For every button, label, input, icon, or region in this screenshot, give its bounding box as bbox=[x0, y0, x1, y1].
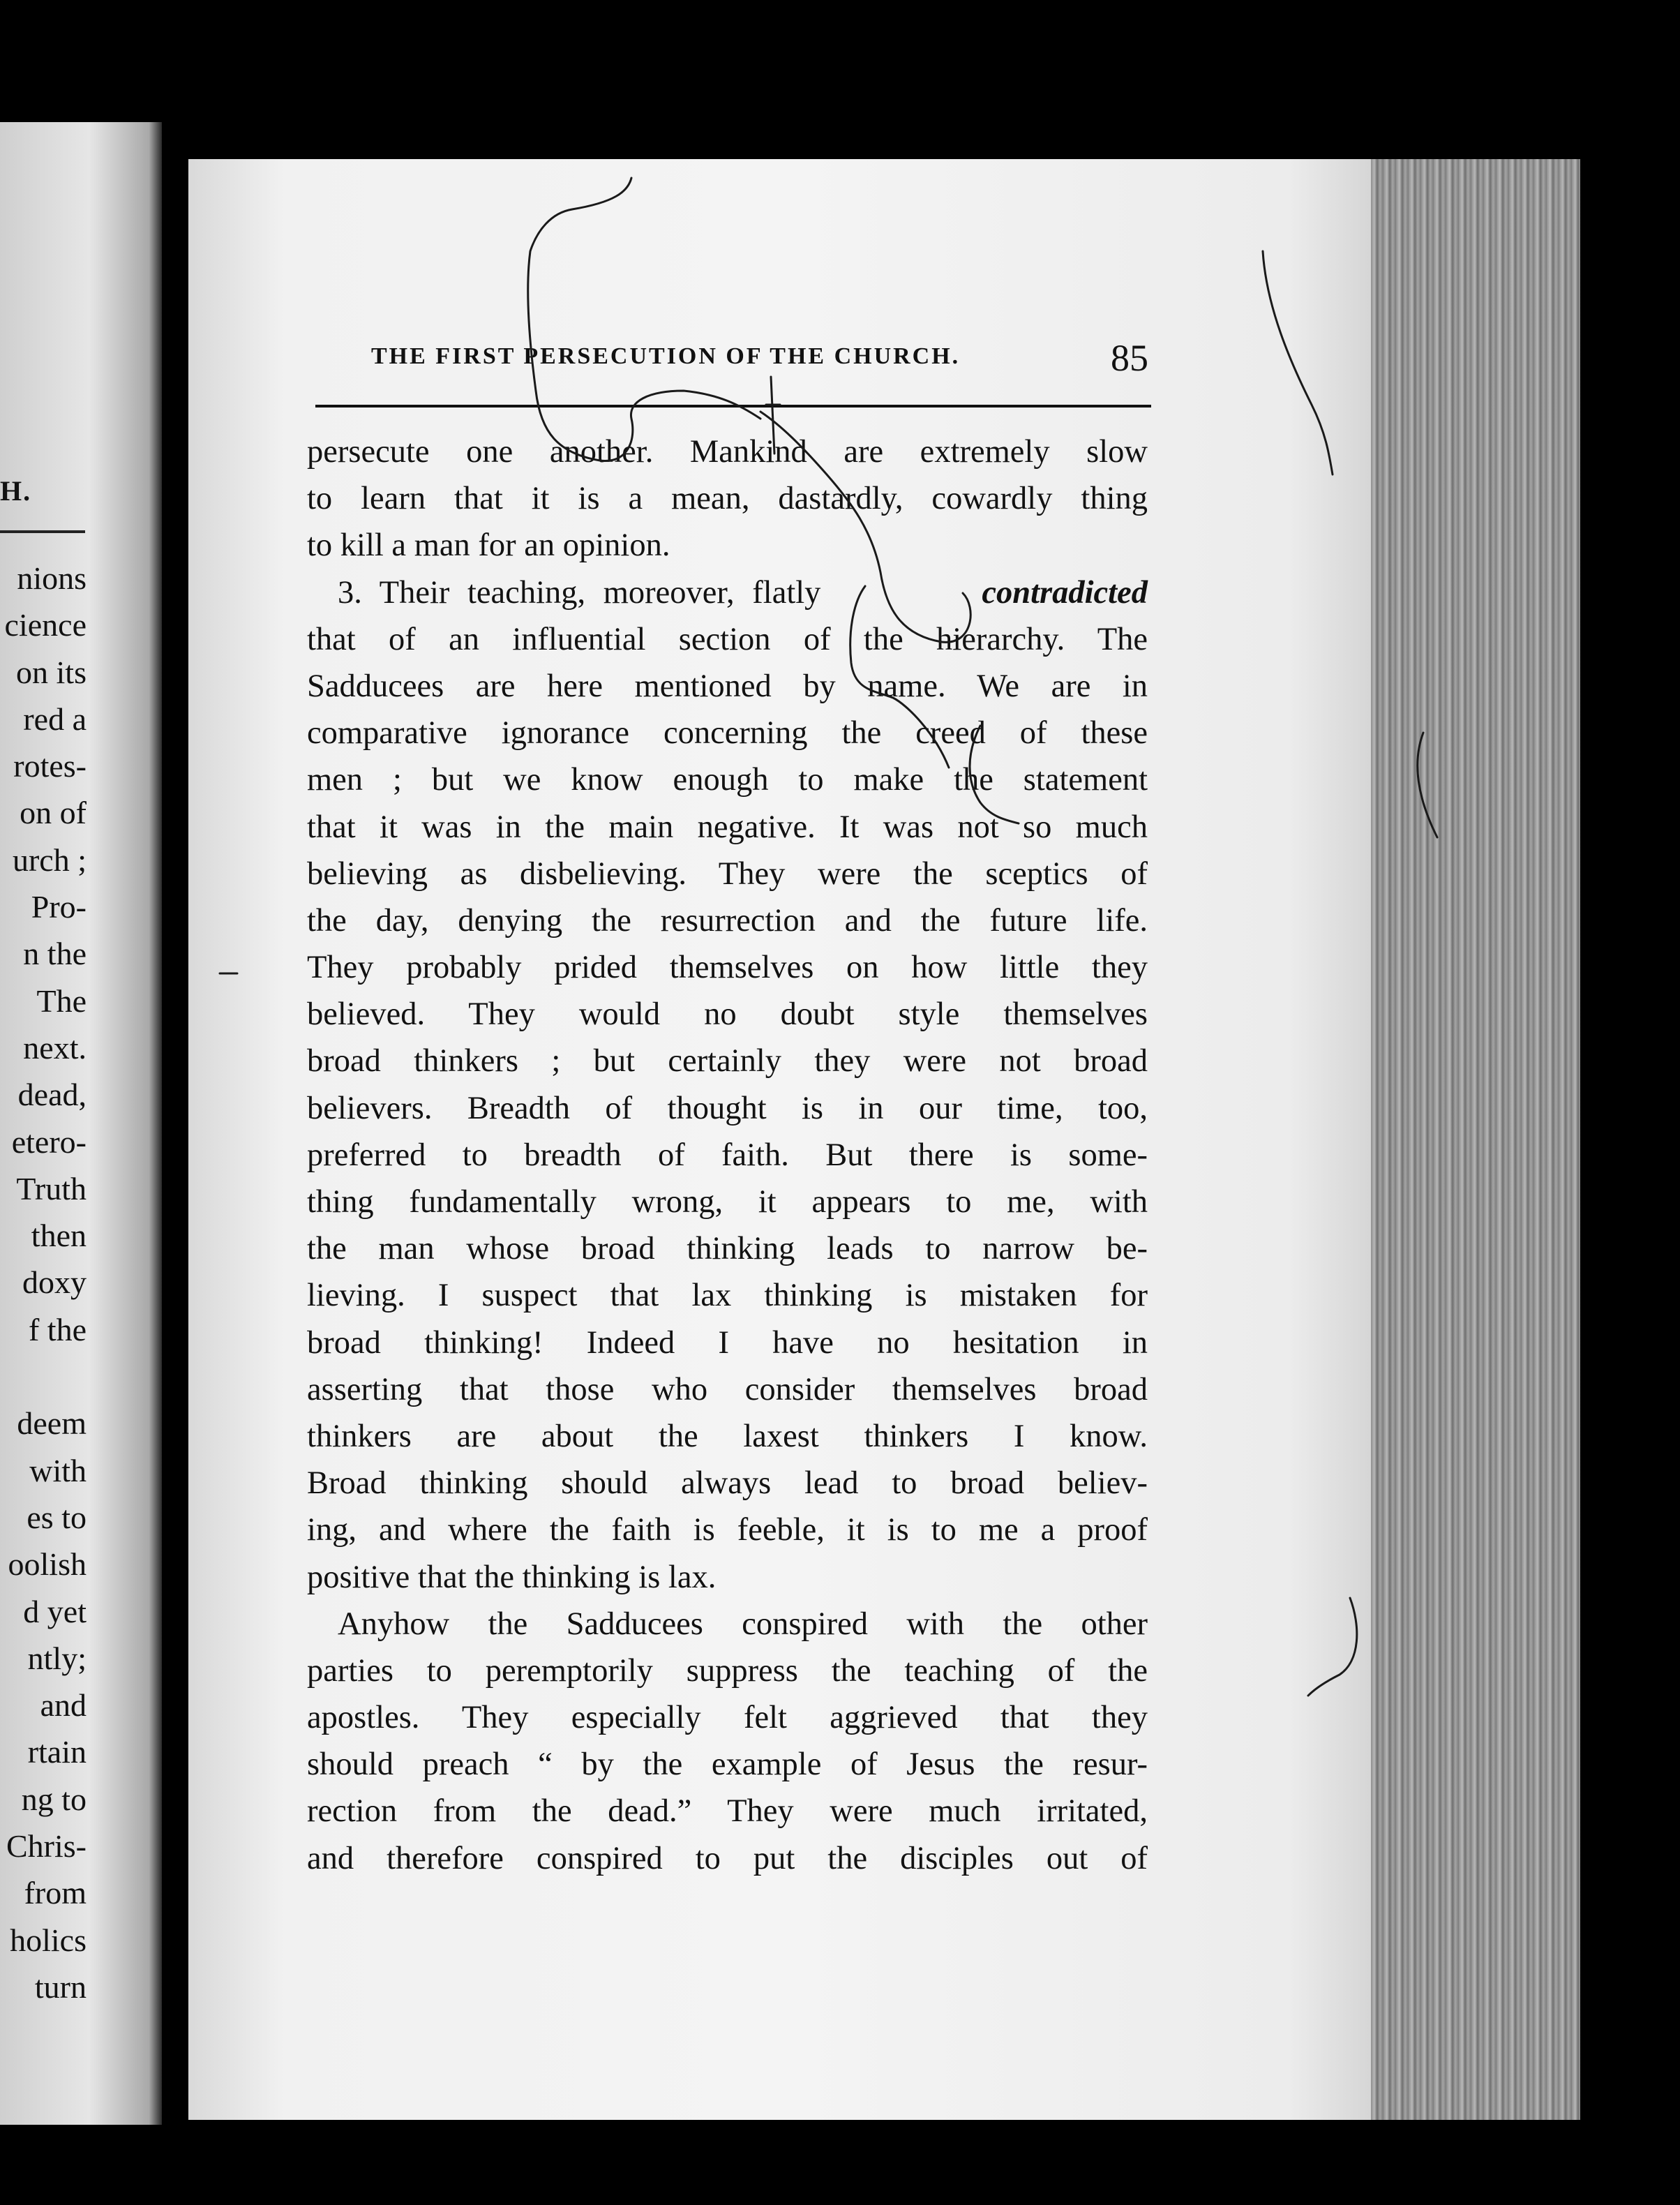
left-text-fragment: deem bbox=[17, 1405, 87, 1442]
margin-mark bbox=[1308, 1598, 1357, 1696]
text-line: believed. They would no doubt style themselves bbox=[307, 996, 1148, 1033]
left-text-fragment: rotes- bbox=[13, 748, 87, 784]
left-text-fragment: The bbox=[36, 982, 87, 1019]
left-text-fragment: f the bbox=[28, 1311, 87, 1347]
text-line: Sadducees are here mentioned by name. We are in bbox=[307, 668, 1148, 704]
left-text-fragment: and bbox=[40, 1687, 87, 1724]
text-line: asserting that those who consider themselves broad bbox=[307, 1371, 1148, 1407]
text-line: Anyhow the Sadducees conspired with the other bbox=[338, 1606, 1148, 1642]
margin-mark bbox=[1263, 251, 1333, 474]
left-text-fragment: nions bbox=[17, 560, 87, 596]
left-text-fragment: doxy bbox=[22, 1264, 87, 1301]
text-line: men ; but we know enough to make the statement bbox=[307, 762, 1148, 798]
left-text-fragment: n the bbox=[23, 936, 87, 972]
text-line: should preach “ by the example of Jesus the resur- bbox=[307, 1747, 1148, 1783]
text-line: broad thinkers ; but certainly they were not broad bbox=[307, 1043, 1148, 1079]
margin-mark bbox=[1418, 733, 1437, 837]
text-line: and therefore conspired to put the disciples out of bbox=[307, 1840, 1148, 1876]
left-text-fragment: oolish bbox=[8, 1546, 87, 1583]
text-line: that it was in the main negative. It was not so much bbox=[307, 809, 1148, 845]
text-line: thinkers are about the laxest thinkers I know. bbox=[307, 1418, 1148, 1454]
text-line: comparative ignorance concerning the creed of these bbox=[307, 715, 1148, 752]
text-line: positive that the thinking is lax. bbox=[307, 1559, 717, 1595]
scribble-mark bbox=[771, 377, 774, 454]
text-line: to kill a man for an opinion. bbox=[307, 528, 670, 564]
left-text-fragment: dead, bbox=[17, 1077, 87, 1113]
scribble-curl bbox=[970, 726, 1019, 823]
text-line: the day, denying the resurrection and the future life. bbox=[307, 902, 1148, 939]
text-line: the man whose broad thinking leads to narrow be- bbox=[307, 1231, 1148, 1267]
left-text-fragment: es to bbox=[27, 1499, 87, 1535]
scribble-loop bbox=[528, 178, 760, 461]
left-text-fragment: on of bbox=[20, 795, 87, 831]
left-text-fragment: holics bbox=[10, 1922, 87, 1958]
left-text-fragment: d yet bbox=[23, 1593, 87, 1629]
text-line: that of an influential section of the hierarchy. The bbox=[307, 621, 1148, 657]
text-line: ing, and where the faith is feeble, it is to me a proof bbox=[307, 1512, 1148, 1548]
text-line: thing fundamentally wrong, it appears to me, with bbox=[307, 1184, 1148, 1220]
left-text-fragment: then bbox=[31, 1218, 87, 1254]
left-text-fragment: ng to bbox=[21, 1781, 87, 1817]
left-text-fragment: Pro- bbox=[31, 889, 87, 925]
text-line: believers. Breadth of thought is in our time, too, bbox=[307, 1090, 1148, 1126]
text-line: rection from the dead.” They were much irritated, bbox=[307, 1793, 1148, 1830]
running-title: THE FIRST PERSECUTION OF THE CHURCH. bbox=[371, 343, 961, 369]
scribble-curl bbox=[850, 586, 949, 768]
page-number: 85 bbox=[1111, 337, 1148, 379]
left-text-fragment: Chris- bbox=[6, 1828, 87, 1864]
left-text-fragment: urch ; bbox=[12, 842, 87, 878]
text-line: preferred to breadth of faith. But there is some- bbox=[307, 1137, 1148, 1173]
text-line: to learn that it is a mean, dastardly, cowardly thing bbox=[307, 481, 1148, 517]
left-text-fragment: from bbox=[24, 1875, 87, 1911]
left-text-fragment: cience bbox=[4, 607, 87, 643]
left-text-fragment: Truth bbox=[16, 1170, 87, 1206]
text-line: They probably prided themselves on how little they bbox=[307, 950, 1148, 986]
left-text-fragment: on its bbox=[16, 654, 87, 690]
left-text-fragment: ntly; bbox=[27, 1640, 87, 1676]
scribble-line bbox=[760, 412, 970, 642]
emphasized-word: contradicted bbox=[982, 574, 1148, 611]
left-text-fragment: etero- bbox=[11, 1123, 87, 1160]
left-page-header-fragment: H. bbox=[0, 475, 32, 507]
text-line: parties to peremptorily suppress the teaching of the bbox=[307, 1652, 1148, 1689]
text-line-lead: 3. Their teaching, moreover, flatly bbox=[338, 574, 821, 611]
text-line: believing as disbelieving. They were the sceptics of bbox=[307, 855, 1148, 892]
text-line: Broad thinking should always lead to broad believ- bbox=[307, 1465, 1148, 1502]
left-text-fragment: red a bbox=[23, 701, 87, 737]
text-line: persecute one another. Mankind are extremely slow bbox=[307, 434, 1148, 470]
text-line: lieving. I suspect that lax thinking is mistaken for bbox=[307, 1278, 1148, 1314]
left-text-fragment: with bbox=[29, 1452, 87, 1488]
left-text-fragment: next. bbox=[23, 1029, 87, 1066]
text-line: broad thinking! Indeed I have no hesitation in bbox=[307, 1324, 1148, 1361]
left-text-fragment: turn bbox=[34, 1968, 87, 2005]
left-text-fragment: rtain bbox=[27, 1734, 87, 1770]
text-line: apostles. They especially felt aggrieved that they bbox=[307, 1700, 1148, 1736]
